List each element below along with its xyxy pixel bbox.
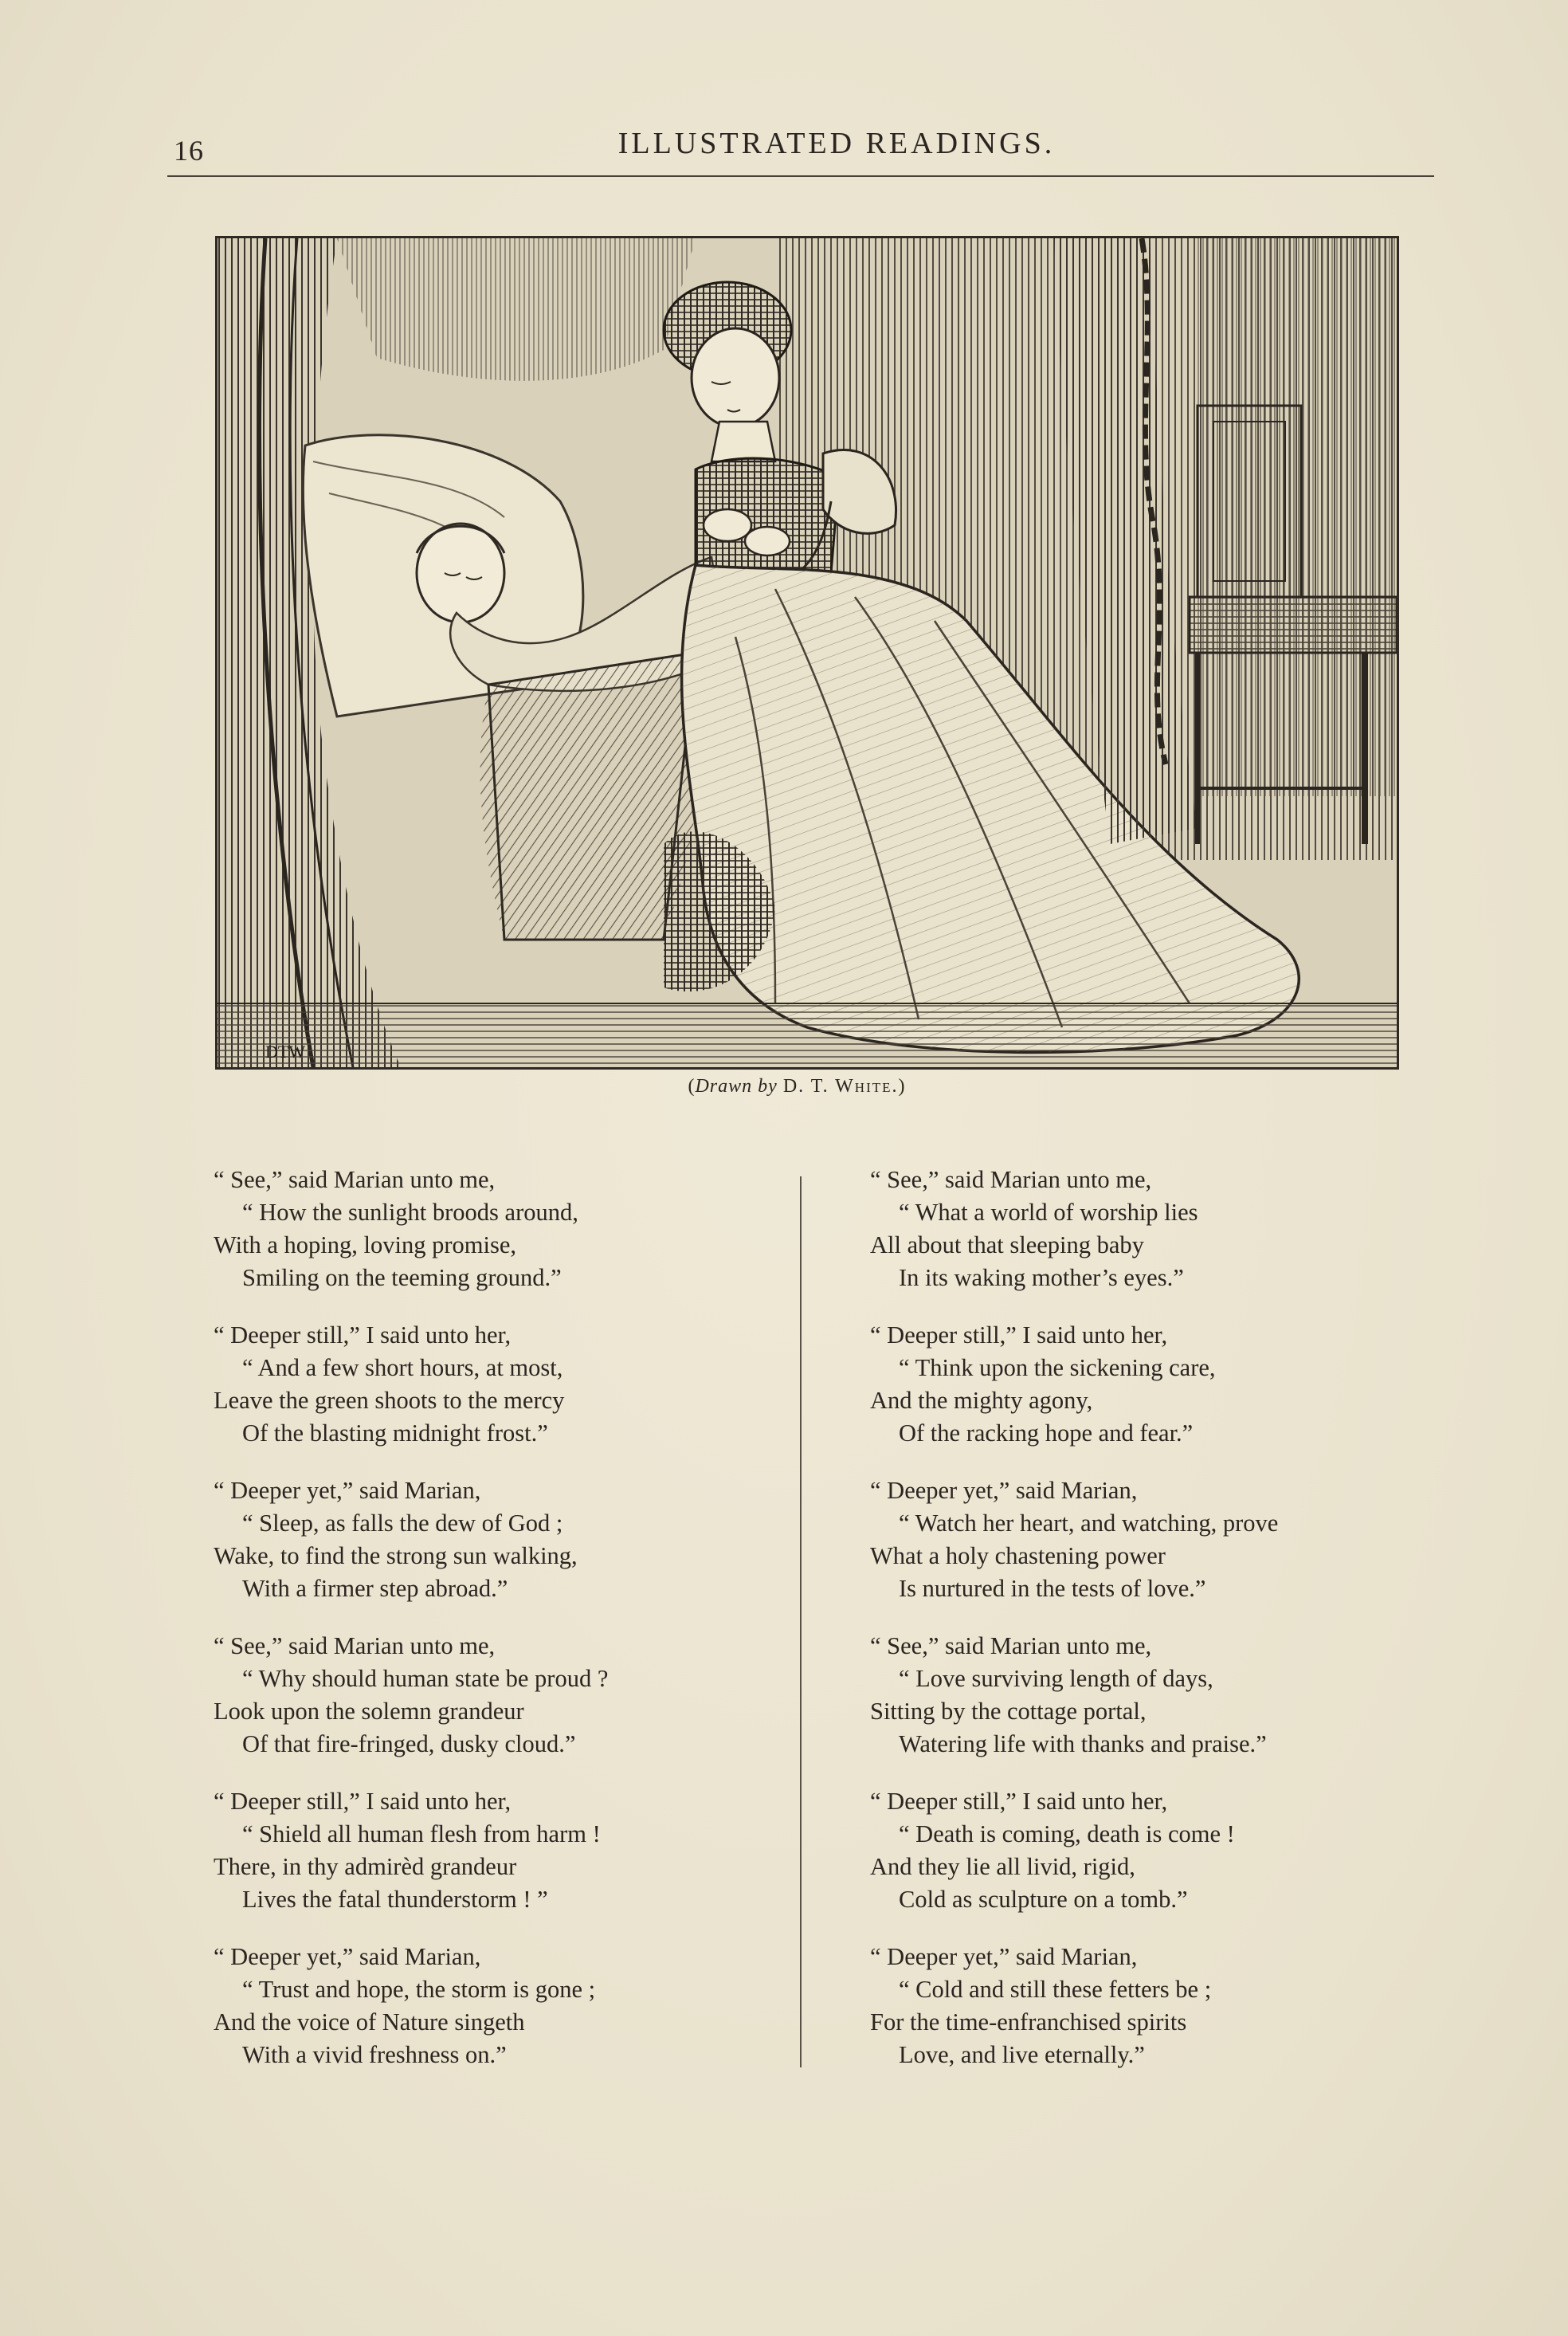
stanza [214, 1474, 819, 1605]
caption-artist: D. T. White. [782, 1076, 899, 1097]
stanza [870, 1474, 1476, 1605]
verse-line: Is nurtured in the tests of love.” [899, 1575, 1206, 1602]
verse-line: “ See,” said Marian unto me, [870, 1632, 1152, 1659]
verse-line: “ Love surviving length of days, [899, 1665, 1213, 1692]
verse-line: “ Deeper yet,” said Marian, [870, 1943, 1138, 1970]
verse-line: “ Deeper still,” I said unto her, [870, 1788, 1168, 1815]
page-number: 16 [174, 135, 204, 167]
stanza [870, 1941, 1476, 2071]
verse-line: Leave the green shoots to the mercy [214, 1387, 565, 1414]
verse-line: “ Think upon the sickening care, [899, 1354, 1216, 1381]
stanza [870, 1164, 1476, 1294]
verse-line: Smiling on the teeming ground.” [242, 1264, 562, 1291]
verse-line: There, in thy admirèd grandeur [214, 1853, 517, 1880]
verse-line: Lives the fatal thunderstorm ! ” [242, 1886, 548, 1913]
illustration-caption: (Drawn by D. T. White.) [688, 1076, 906, 1097]
engraving-illustration [215, 236, 1399, 1070]
verse-line: “ Deeper still,” I said unto her, [214, 1321, 512, 1349]
verse-line: With a hoping, loving promise, [214, 1231, 516, 1258]
verse-line: “ How the sunlight broods around, [242, 1199, 578, 1226]
header-rule [167, 175, 1434, 177]
verse-line: “ Cold and still these fetters be ; [899, 1976, 1212, 2003]
verse-line: Love, and live eternally.” [899, 2041, 1145, 2068]
verse-line: Cold as sculpture on a tomb.” [899, 1886, 1188, 1913]
verse-line: What a holy chastening power [870, 1542, 1166, 1569]
verse-line: With a firmer step abroad.” [242, 1575, 508, 1602]
verse-line: Sitting by the cottage portal, [870, 1698, 1147, 1725]
verse-line: “ See,” said Marian unto me, [214, 1632, 496, 1659]
stanza [870, 1785, 1476, 1916]
stanza [870, 1319, 1476, 1450]
verse-line: “ Trust and hope, the storm is gone ; [242, 1976, 596, 2003]
verse-line: Of that fire-fringed, dusky cloud.” [242, 1730, 576, 1757]
stanza [214, 1319, 819, 1450]
verse-line: And the voice of Nature singeth [214, 2008, 525, 2036]
poem-left-column [214, 1164, 819, 2096]
verse-line: “ Deeper yet,” said Marian, [214, 1943, 481, 1970]
verse-line: “ Deeper still,” I said unto her, [870, 1321, 1168, 1349]
verse-line: Look upon the solemn grandeur [214, 1698, 524, 1725]
verse-line: Watering life with thanks and praise.” [899, 1730, 1267, 1757]
running-head: ILLUSTRATED READINGS. [617, 127, 1056, 160]
verse-line: “ Sleep, as falls the dew of God ; [242, 1510, 563, 1537]
verse-line: “ See,” said Marian unto me, [870, 1166, 1152, 1193]
verse-line: And the mighty agony, [870, 1387, 1093, 1414]
verse-line: Wake, to find the strong sun walking, [214, 1542, 578, 1569]
verse-line: “ Why should human state be proud ? [242, 1665, 609, 1692]
verse-line: “ Deeper yet,” said Marian, [870, 1477, 1138, 1504]
verse-line: “ Watch her heart, and watching, prove [899, 1510, 1279, 1537]
verse-line: “ What a world of worship lies [899, 1199, 1198, 1226]
verse-line: “ Deeper yet,” said Marian, [214, 1477, 481, 1504]
stanza [870, 1630, 1476, 1761]
verse-line: “ Deeper still,” I said unto her, [214, 1788, 512, 1815]
verse-line: And they lie all livid, rigid, [870, 1853, 1135, 1880]
verse-line: All about that sleeping baby [870, 1231, 1144, 1258]
verse-line: With a vivid freshness on.” [242, 2041, 507, 2068]
stanza [214, 1941, 819, 2071]
verse-line: “ See,” said Marian unto me, [214, 1166, 496, 1193]
verse-line: In its waking mother’s eyes.” [899, 1264, 1184, 1291]
stanza [214, 1630, 819, 1761]
verse-line: “ Death is coming, death is come ! [899, 1820, 1235, 1847]
verse-line: “ Shield all human flesh from harm ! [242, 1820, 601, 1847]
artist-monogram: DTW [265, 1042, 306, 1062]
column-divider [800, 1176, 802, 2067]
caption-drawn-by: Drawn by [695, 1076, 778, 1097]
stanza [214, 1164, 819, 1294]
verse-line: “ And a few short hours, at most, [242, 1354, 563, 1381]
verse-line: Of the racking hope and fear.” [899, 1419, 1194, 1447]
poem-right-column [870, 1164, 1476, 2096]
verse-line: For the time-enfranchised spirits [870, 2008, 1187, 2036]
verse-line: Of the blasting midnight frost.” [242, 1419, 548, 1447]
stanza [214, 1785, 819, 1916]
